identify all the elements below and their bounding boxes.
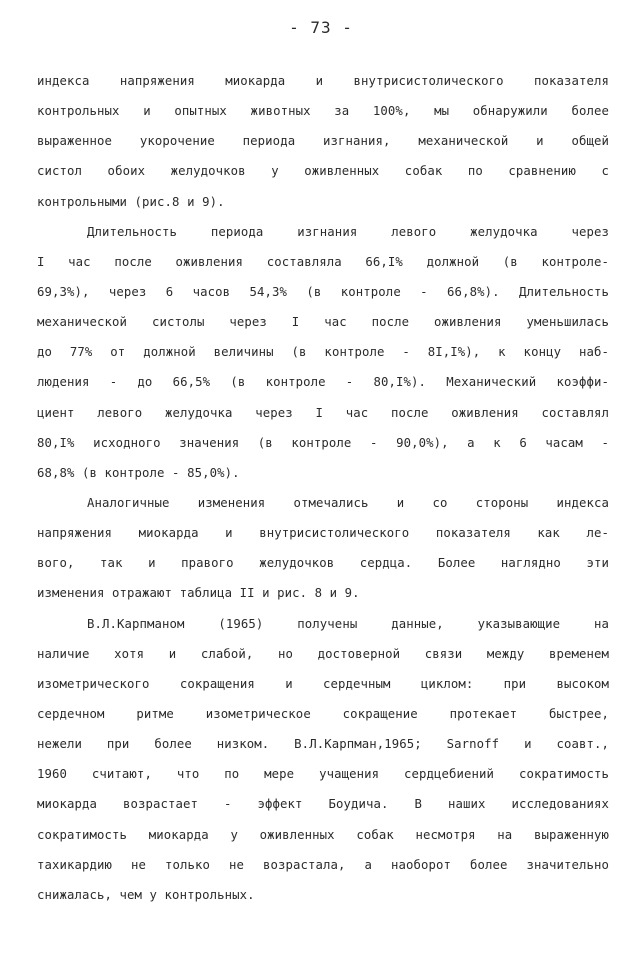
- text-line: миокарда возрастает - эффект Боудича. В наших исследованиях: [37, 797, 609, 812]
- text-line: сердечном ритме изометрическое сокращение протекает быстрее,: [37, 706, 609, 721]
- text-line: наличие хотя и слабой, но достоверной связи между временем: [37, 646, 609, 661]
- text-line: 68,8% (в контроле - 85,0%).: [37, 465, 240, 480]
- text-line: снижалась, чем у контрольных.: [37, 887, 255, 902]
- text-line: циент левого желудочка через I час после оживления составлял: [37, 405, 609, 420]
- text-line: систол обоих желудочков у оживленных собак по сравнению с: [37, 164, 609, 179]
- text-line: индекса напряжения миокарда и внутрисистолического показателя: [37, 74, 609, 88]
- text-line: нежели при более низком. В.Л.Карпман,1965; Sarnoff и соавт.,: [37, 737, 609, 752]
- text-line: людения - до 66,5% (в контроле - 80,I%). Механический коэффи-: [37, 375, 609, 390]
- text-line: 80,I% исходного значения (в контроле - 90,0%), а к 6 часам -: [37, 435, 609, 450]
- paragraph-first-line: Аналогичные изменения отмечались и со стороны индекса: [87, 495, 609, 510]
- text-line: напряжения миокарда и внутрисистолического показателя как ле-: [37, 526, 609, 541]
- paragraph-first-line: В.Л.Карпманом (1965) получены данные, указывающие на: [87, 616, 609, 631]
- text-line: 69,3%), через 6 часов 54,3% (в контроле - 66,8%). Длительность: [37, 284, 609, 299]
- paragraph-first-line: Длительность периода изгнания левого желудочка через: [87, 224, 609, 239]
- text-line: 1960 считают, что по мере учащения сердцебиений сократимость: [37, 767, 609, 782]
- document-body: [37, 66, 609, 910]
- text-line: изменения отражают таблица II и рис. 8 и 9.: [37, 586, 360, 601]
- text-line: механической систолы через I час после оживления уменьшилась: [37, 315, 609, 330]
- text-line: вого, так и правого желудочков сердца. Более наглядно эти: [37, 556, 609, 571]
- text-line: тахикардию не только не возрастала, а наоборот более значительно: [37, 857, 609, 872]
- text-line: изометрического сокращения и сердечным циклом: при высоком: [37, 676, 609, 691]
- page-number: - 73 -: [289, 18, 353, 37]
- text-line: I час после оживления составляла 66,I% должной (в контроле-: [37, 254, 609, 269]
- text-line: выраженное укорочение периода изгнания, механической и общей: [37, 134, 609, 149]
- text-line: контрольными (рис.8 и 9).: [37, 194, 225, 209]
- text-line: до 77% от должной величины (в контроле - 8I,I%), к концу наб-: [37, 345, 609, 360]
- text-line: контрольных и опытных животных за 100%, мы обнаружили более: [37, 104, 609, 119]
- text-line: сократимость миокарда у оживленных собак несмотря на выраженную: [37, 827, 609, 842]
